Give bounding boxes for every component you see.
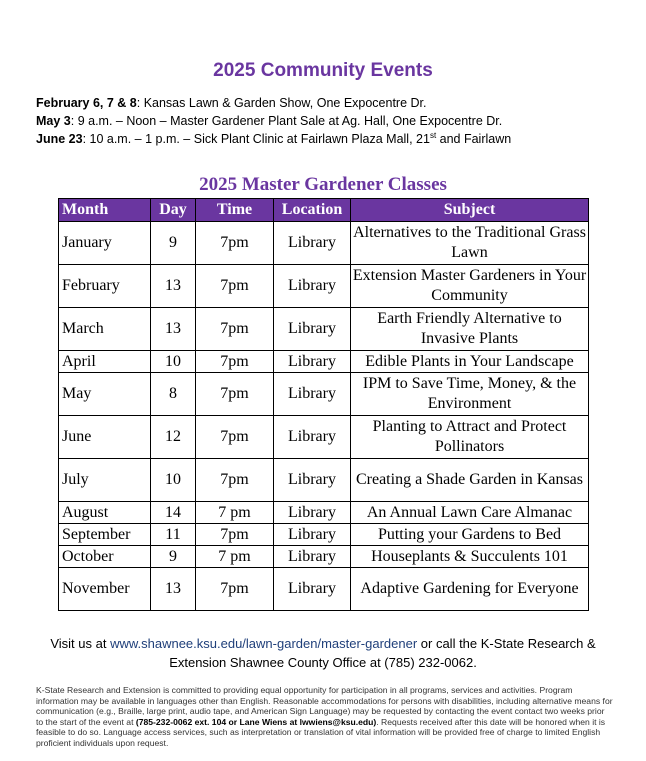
cell-month: June: [59, 416, 151, 459]
cell-subject: Planting to Attract and Protect Pollinators: [351, 416, 589, 459]
table-header-row: [59, 199, 589, 222]
visit-prefix: Visit us at: [50, 636, 111, 651]
visit-info: [20, 634, 626, 672]
table-row: [59, 265, 589, 308]
table-row: [59, 308, 589, 351]
disclaimer-part1: K-State Research and Extension is committed to providing equal opportunity for participation in all programs, services and activities. Program information may be available in languages other than English. Reasonable accommodations for persons with disabilities, including alternative means for communication (e.g., Braille, large print, audio tape, and American Sign Language) may be requested by contacting the event contact two weeks prior to the start of the event at: [36, 685, 613, 727]
event-text: : Kansas Lawn & Garden Show, One Expocentre Dr.: [136, 96, 427, 110]
cell-subject: Earth Friendly Alternative to Invasive Plants: [351, 308, 589, 351]
cell-location: Library: [274, 459, 351, 502]
events-list: [36, 94, 636, 148]
cell-day: 10: [151, 459, 196, 502]
cell-time: 7pm: [196, 524, 274, 546]
events-title: 2025 Community Events: [213, 60, 433, 81]
cell-month: October: [59, 546, 151, 568]
cell-location: Library: [274, 524, 351, 546]
cell-time: 7pm: [196, 459, 274, 502]
cell-month: September: [59, 524, 151, 546]
cell-subject: Alternatives to the Traditional Grass Lawn: [351, 222, 589, 265]
website-link[interactable]: www.shawnee.ksu.edu/lawn-garden/master-gardener: [110, 636, 418, 651]
event-text: : 10 a.m. – 1 p.m. – Sick Plant Clinic at Fairlawn Plaza Mall, 21: [82, 132, 430, 146]
cell-day: 13: [151, 568, 196, 611]
cell-subject: IPM to Save Time, Money, & the Environment: [351, 373, 589, 416]
cell-subject: Adaptive Gardening for Everyone: [351, 568, 589, 611]
cell-month: March: [59, 308, 151, 351]
cell-month: August: [59, 502, 151, 524]
cell-day: 10: [151, 351, 196, 373]
event-text: : 9 a.m. – Noon – Master Gardener Plant Sale at Ag. Hall, One Expocentre Dr.: [70, 114, 503, 128]
table-row: [59, 416, 589, 459]
cell-location: Library: [274, 265, 351, 308]
cell-day: 11: [151, 524, 196, 546]
table-row: [59, 373, 589, 416]
cell-day: 8: [151, 373, 196, 416]
cell-subject: Extension Master Gardeners in Your Community: [351, 265, 589, 308]
cell-day: 9: [151, 546, 196, 568]
event-date: June 23: [36, 132, 83, 146]
cell-time: 7pm: [196, 568, 274, 611]
header-day: Day: [151, 199, 196, 222]
event-text-superscript: st: [429, 130, 437, 140]
disclaimer-text: [36, 685, 614, 749]
cell-location: Library: [274, 502, 351, 524]
cell-location: Library: [274, 222, 351, 265]
cell-subject: An Annual Lawn Care Almanac: [351, 502, 589, 524]
event-text-tail: and Fairlawn: [436, 132, 512, 146]
cell-time: 7 pm: [196, 546, 274, 568]
table-row: [59, 502, 589, 524]
header-time: Time: [196, 199, 274, 222]
cell-location: Library: [274, 351, 351, 373]
event-date: February 6, 7 & 8: [36, 96, 137, 110]
table-row: [59, 524, 589, 546]
event-item: [36, 130, 636, 148]
cell-month: February: [59, 265, 151, 308]
classes-table: [58, 198, 589, 611]
header-subject: Subject: [351, 199, 589, 222]
header-location: Location: [274, 199, 351, 222]
table-row: [59, 568, 589, 611]
cell-location: Library: [274, 546, 351, 568]
classes-title: 2025 Master Gardener Classes: [199, 174, 447, 195]
cell-location: Library: [274, 568, 351, 611]
cell-day: 13: [151, 308, 196, 351]
cell-subject: Putting your Gardens to Bed: [351, 524, 589, 546]
disclaimer-contact: (785-232-0062 ext. 104 or Lane Wiens at lwwiens@ksu.edu): [135, 716, 377, 727]
cell-time: 7pm: [196, 265, 274, 308]
cell-time: 7pm: [196, 416, 274, 459]
cell-day: 9: [151, 222, 196, 265]
table-row: [59, 459, 589, 502]
header-month: Month: [59, 199, 151, 222]
event-date: May 3: [36, 114, 71, 128]
cell-location: Library: [274, 416, 351, 459]
cell-time: 7pm: [196, 308, 274, 351]
cell-month: January: [59, 222, 151, 265]
cell-month: April: [59, 351, 151, 373]
cell-time: 7pm: [196, 222, 274, 265]
cell-day: 12: [151, 416, 196, 459]
cell-location: Library: [274, 373, 351, 416]
cell-day: 13: [151, 265, 196, 308]
cell-month: July: [59, 459, 151, 502]
cell-day: 14: [151, 502, 196, 524]
table-row: [59, 546, 589, 568]
table-row: [59, 222, 589, 265]
cell-time: 7 pm: [196, 502, 274, 524]
cell-subject: Edible Plants in Your Landscape: [351, 351, 589, 373]
table-row: [59, 351, 589, 373]
cell-time: 7pm: [196, 373, 274, 416]
cell-subject: Creating a Shade Garden in Kansas: [351, 459, 589, 502]
event-item: [36, 94, 636, 112]
cell-time: 7pm: [196, 351, 274, 373]
cell-location: Library: [274, 308, 351, 351]
visit-suffix: or call the K-State Research & Extension Shawnee County Office at (785) 232-0062.: [169, 636, 596, 670]
cell-subject: Houseplants & Succulents 101: [351, 546, 589, 568]
cell-month: November: [59, 568, 151, 611]
cell-month: May: [59, 373, 151, 416]
event-item: [36, 112, 636, 130]
disclaimer-part2: . Requests received after this date will be honored when it is feasible to do so. Language access services, such as interpretation or translation of vital information will be provided free of charge to limited English proficient individuals upon request.: [36, 716, 606, 748]
